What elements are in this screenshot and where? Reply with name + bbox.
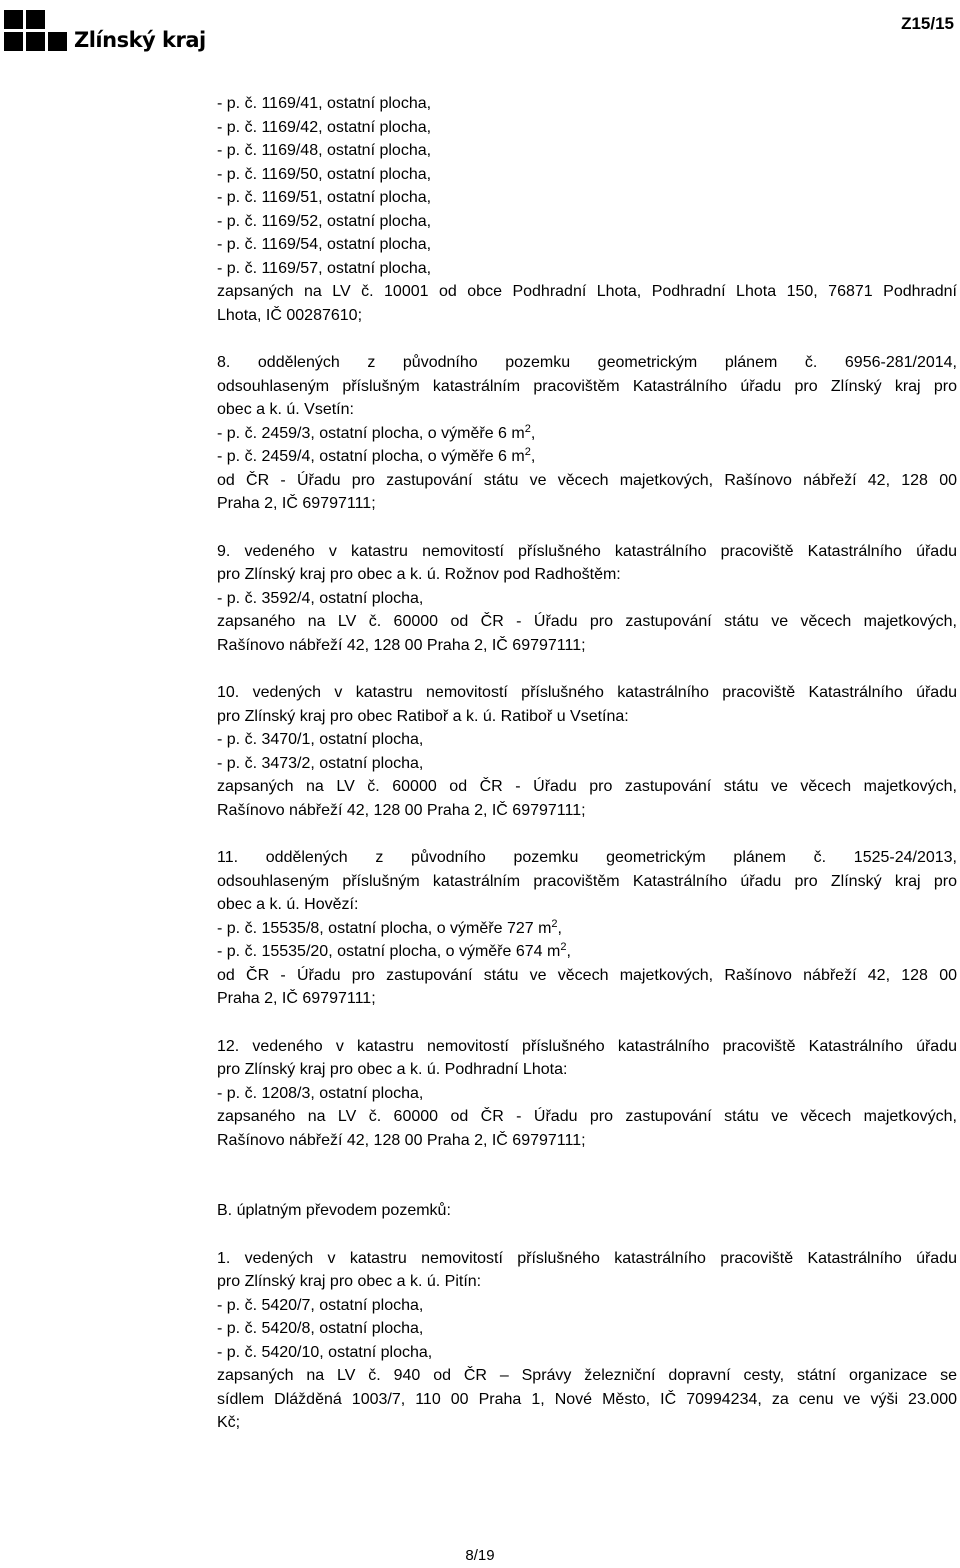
item-text-line: odsouhlaseným příslušným katastrálním pracovištěm Katastrálního úřadu pro Zlínský kraj pro xyxy=(217,872,957,890)
item-text-line: pro Zlínský kraj pro obec a k. ú. Pitín: xyxy=(217,1273,482,1290)
document-body xyxy=(217,92,957,1435)
owner-line: Lhota, IČ 00287610; xyxy=(217,306,363,324)
owner-line: Praha 2, IČ 69797111; xyxy=(217,990,376,1007)
parcel-line: - p. č. 1169/52, ostatní plocha, xyxy=(217,212,432,230)
item-text-line: obec a k. ú. Vsetín: xyxy=(217,401,354,418)
owner-line: zapsaných na LV č. 940 od ČR – Správy železniční dopravní cesty, státní organizace se xyxy=(217,1367,957,1384)
parcel-line: - p. č. 1169/51, ostatní plocha, xyxy=(217,189,432,206)
parcel-line: - p. č. 1208/3, ostatní plocha, xyxy=(217,1084,424,1102)
logo-text: Zlínský kraj xyxy=(74,28,206,52)
logo-square-icon xyxy=(48,32,67,51)
item-text-line: pro Zlínský kraj pro obec a k. ú. Rožnov pod Radhoštěm: xyxy=(217,566,621,583)
zlinsky-kraj-logo xyxy=(4,10,204,55)
logo-square-icon xyxy=(4,10,23,29)
parcel-line: - p. č. 1169/57, ostatní plocha, xyxy=(217,259,432,277)
parcel-line: - p. č. 2459/3, ostatní plocha, o výměře 6 $m^2$, xyxy=(217,422,536,442)
owner-line: Rašínovo nábřeží 42, 128 00 Praha 2, IČ 69797111; xyxy=(217,1131,586,1149)
parcel-line: - p. č. 5420/10, ostatní plocha, xyxy=(217,1343,433,1361)
parcel-line: - p. č. 1169/50, ostatní plocha, xyxy=(217,165,432,183)
owner-line: Kč; xyxy=(217,1414,241,1431)
item-8-heading: 8. oddělených z původního pozemku geometrickým plánem č. 6956-281/2014, xyxy=(217,354,957,371)
owner-line: sídlem Dlážděná 1003/7, 110 00 Praha 1, Nové Město, IČ 70994234, za cenu ve výši 23.000 xyxy=(217,1390,957,1408)
section-b-item-1-heading: 1. vedených v katastru nemovitostí příslušného katastrálního pracoviště Katastrálního úřadu xyxy=(217,1249,957,1267)
owner-line: zapsaných na LV č. 10001 od obce Podhradní Lhota, Podhradní Lhota 150, 76871 Podhradní xyxy=(217,283,957,300)
logo-square-icon xyxy=(26,10,45,29)
item-text-line: odsouhlaseným příslušným katastrálním pracovištěm Katastrálního úřadu pro Zlínský kraj pro xyxy=(217,377,957,395)
section-b-heading: B. úplatným převodem pozemků: xyxy=(217,1202,451,1219)
page-number: 8/19 xyxy=(465,1547,495,1564)
owner-line: Praha 2, IČ 69797111; xyxy=(217,495,376,512)
page-header xyxy=(0,0,960,60)
item-text-line: obec a k. ú. Hovězí: xyxy=(217,896,359,913)
owner-line: Rašínovo nábřeží 42, 128 00 Praha 2, IČ 69797111; xyxy=(217,636,586,654)
item-9-heading: 9. vedeného v katastru nemovitostí příslušného katastrálního pracoviště Katastrálního úřadu xyxy=(217,542,957,560)
parcel-line: - p. č. 3592/4, ostatní plocha, xyxy=(217,589,424,607)
parcel-line: - p. č. 3473/2, ostatní plocha, xyxy=(217,754,424,772)
owner-line: zapsaného na LV č. 60000 od ČR - Úřadu pro zastupování státu ve věcech majetkových, xyxy=(217,613,957,630)
item-text-line: pro Zlínský kraj pro obec a k. ú. Podhradní Lhota: xyxy=(217,1061,568,1078)
owner-line: od ČR - Úřadu pro zastupování státu ve věcech majetkových, Rašínovo nábřeží 42, 128 00 xyxy=(217,966,957,984)
parcel-line: - p. č. 15535/20, ostatní plocha, o výměře 674 $m^2$, xyxy=(217,941,571,960)
parcel-line: - p. č. 1169/42, ostatní plocha, xyxy=(217,118,432,136)
parcel-line: - p. č. 1169/54, ostatní plocha, xyxy=(217,236,432,253)
parcel-line: - p. č. 2459/4, ostatní plocha, o výměře 6 $m^2$, xyxy=(217,446,536,465)
item-12-heading: 12. vedeného v katastru nemovitostí příslušného katastrálního pracoviště Katastrálního úřadu xyxy=(217,1037,957,1055)
logo-square-icon xyxy=(26,32,45,51)
logo-square-icon xyxy=(4,32,23,51)
parcel-line: - p. č. 1169/41, ostatní plocha, xyxy=(217,95,432,112)
item-11-heading: 11. oddělených z původního pozemku geometrickým plánem č. 1525-24/2013, xyxy=(217,849,957,866)
document-number: Z15/15 xyxy=(901,14,954,33)
owner-line: Rašínovo nábřeží 42, 128 00 Praha 2, IČ 69797111; xyxy=(217,801,586,819)
parcel-line: - p. č. 1169/48, ostatní plocha, xyxy=(217,142,432,159)
owner-line: zapsaného na LV č. 60000 od ČR - Úřadu pro zastupování státu ve věcech majetkových, xyxy=(217,1108,957,1125)
parcel-line: - p. č. 5420/8, ostatní plocha, xyxy=(217,1320,424,1337)
owner-line: zapsaných na LV č. 60000 od ČR - Úřadu pro zastupování státu ve věcech majetkových, xyxy=(217,778,957,795)
item-text-line: pro Zlínský kraj pro obec Ratiboř a k. ú. Ratiboř u Vsetína: xyxy=(217,707,629,725)
parcel-line: - p. č. 15535/8, ostatní plocha, o výměře 727 $m^2$, xyxy=(217,917,562,937)
parcel-line: - p. č. 3470/1, ostatní plocha, xyxy=(217,731,424,748)
item-10-heading: 10. vedených v katastru nemovitostí příslušného katastrálního pracoviště Katastrálního úřadu xyxy=(217,684,957,701)
owner-line: od ČR - Úřadu pro zastupování státu ve věcech majetkových, Rašínovo nábřeží 42, 128 00 xyxy=(217,471,957,489)
parcel-line: - p. č. 5420/7, ostatní plocha, xyxy=(217,1296,424,1314)
